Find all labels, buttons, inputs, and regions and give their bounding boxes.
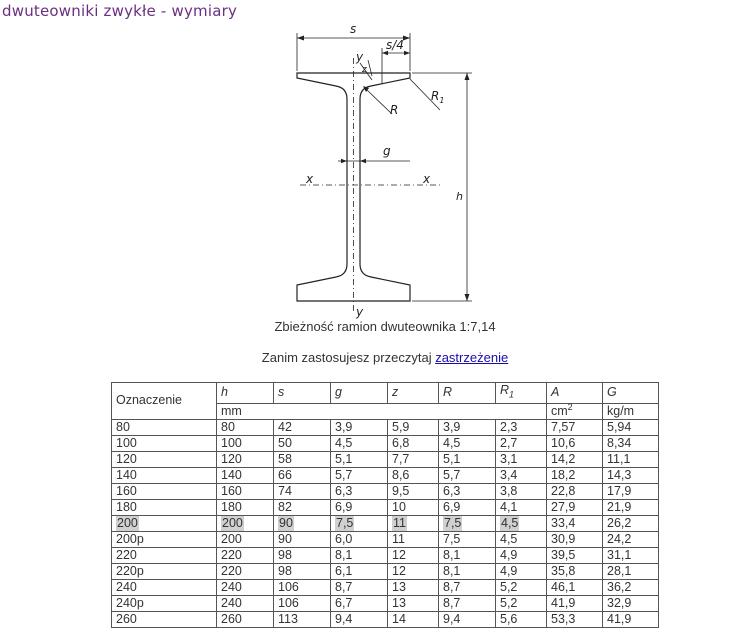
notice-text: Zanim zastosujesz przeczytaj: [261, 350, 436, 365]
header-h: h: [217, 383, 274, 404]
table-cell: 220: [217, 563, 274, 579]
table-cell: 6,3: [439, 483, 496, 499]
y-top-label: y: [356, 50, 364, 64]
table-cell: 180: [112, 499, 217, 515]
table-cell: 10: [388, 499, 439, 515]
i-beam-diagram: [280, 24, 480, 324]
table-cell: 6,8: [388, 435, 439, 451]
table-cell: 5,2: [496, 595, 547, 611]
y-bottom-label: y: [356, 305, 364, 319]
table-cell: 8,6: [388, 467, 439, 483]
diagram-caption: Zbieżność ramion dwuteownika 1:7,14: [274, 319, 496, 334]
table-row: [112, 595, 659, 611]
table-cell: 5,9: [388, 419, 439, 435]
disclaimer-link[interactable]: zastrzeżenie: [435, 350, 509, 365]
table-cell: 66: [274, 467, 331, 483]
table-cell: 26,2: [603, 515, 659, 531]
header-oznaczenie: Oznaczenie: [112, 383, 217, 420]
table-cell: [217, 515, 274, 531]
table-cell: 35,8: [547, 563, 603, 579]
table-cell: 8,1: [439, 547, 496, 563]
table-cell: [439, 515, 496, 531]
table-cell: 30,9: [547, 531, 603, 547]
table-cell: 260: [112, 611, 217, 627]
table-cell: 3,4: [496, 467, 547, 483]
table-cell: 3,1: [496, 451, 547, 467]
table-cell: 41,9: [603, 611, 659, 627]
table-row: [112, 451, 659, 467]
table-cell: 160: [112, 483, 217, 499]
table-row: [112, 467, 659, 483]
table-cell: 4,5: [331, 435, 388, 451]
table-cell: 36,2: [603, 579, 659, 595]
table-cell: 180: [217, 499, 274, 515]
table-cell: 4,5: [439, 435, 496, 451]
table-body: [112, 419, 659, 627]
table-cell: 11: [388, 531, 439, 547]
table-cell: 14: [388, 611, 439, 627]
table-cell: 31,1: [603, 547, 659, 563]
table-cell: 33,4: [547, 515, 603, 531]
table-cell: 240: [217, 579, 274, 595]
table-cell: 106: [274, 579, 331, 595]
table-cell: 7,7: [388, 451, 439, 467]
table-header-row: [112, 383, 659, 404]
table-cell: 17,9: [603, 483, 659, 499]
table-cell: 4,1: [496, 499, 547, 515]
header-g-mass: G: [603, 383, 659, 404]
table-cell: 5,7: [331, 467, 388, 483]
table-row: [112, 563, 659, 579]
table-cell: 6,3: [331, 483, 388, 499]
table-cell: 6,9: [331, 499, 388, 515]
table-cell: 5,2: [496, 579, 547, 595]
table-cell: 39,5: [547, 547, 603, 563]
table-cell: 140: [112, 467, 217, 483]
table-cell: 5,1: [331, 451, 388, 467]
highlighted-value: 200: [117, 515, 138, 530]
table-cell: 13: [388, 595, 439, 611]
header-g: g: [331, 383, 388, 404]
table-cell: 4,9: [496, 547, 547, 563]
table-cell: 98: [274, 563, 331, 579]
table-cell: [496, 515, 547, 531]
table-cell: 5,1: [439, 451, 496, 467]
table-cell: 6,1: [331, 563, 388, 579]
table-cell: 4,9: [496, 563, 547, 579]
table-cell: 113: [274, 611, 331, 627]
table-cell: 46,1: [547, 579, 603, 595]
table-row: [112, 419, 659, 435]
table-row: [112, 435, 659, 451]
table-cell: 9,5: [388, 483, 439, 499]
table-cell: 2,3: [496, 419, 547, 435]
table-cell: 8,7: [439, 595, 496, 611]
table-row: [112, 483, 659, 499]
table-cell: 13: [388, 579, 439, 595]
table-row: [112, 579, 659, 595]
table-cell: 240p: [112, 595, 217, 611]
table-cell: 6,7: [331, 595, 388, 611]
table-cell: 5,7: [439, 467, 496, 483]
header-r1: $R_1$: [496, 383, 547, 404]
r-leader-line: [366, 89, 392, 114]
r1-label: $R_1$: [431, 89, 445, 105]
table-cell: 200: [217, 531, 274, 547]
table-cell: 220p: [112, 563, 217, 579]
table-cell: 12: [388, 563, 439, 579]
unit-kgm: kg/m: [603, 403, 659, 419]
table-cell: 120: [217, 451, 274, 467]
table-cell: 6,0: [331, 531, 388, 547]
table-cell: 260: [217, 611, 274, 627]
table-cell: 120: [112, 451, 217, 467]
table-cell: 11,1: [603, 451, 659, 467]
table-cell: 5,6: [496, 611, 547, 627]
x-left-label: x: [306, 172, 314, 186]
highlighted-value: 7,5: [336, 515, 354, 530]
table-cell: 82: [274, 499, 331, 515]
table-cell: [112, 515, 217, 531]
table-cell: 24,2: [603, 531, 659, 547]
header-s: s: [274, 383, 331, 404]
table-cell: 160: [217, 483, 274, 499]
highlighted-value: 90: [279, 515, 293, 530]
table-cell: 42: [274, 419, 331, 435]
s-label: s: [350, 24, 357, 36]
table-cell: [388, 515, 439, 531]
table-cell: 220: [112, 547, 217, 563]
r-label: R: [390, 103, 399, 117]
x-right-label: x: [423, 172, 431, 186]
header-r: R: [439, 383, 496, 404]
table-cell: 10,6: [547, 435, 603, 451]
h-label: h: [456, 190, 463, 203]
table-cell: 8,1: [439, 563, 496, 579]
table-cell: 18,2: [547, 467, 603, 483]
table-row: [112, 611, 659, 627]
table-cell: 74: [274, 483, 331, 499]
table-cell: 80: [112, 419, 217, 435]
highlighted-value: 11: [393, 515, 406, 530]
table-cell: 32,9: [603, 595, 659, 611]
table-cell: 240: [217, 595, 274, 611]
table-cell: 8,34: [603, 435, 659, 451]
s4-label: s/4: [386, 38, 404, 52]
table-cell: 9,4: [331, 611, 388, 627]
table-cell: 12: [388, 547, 439, 563]
table-cell: 7,5: [439, 531, 496, 547]
table-cell: 4,5: [496, 531, 547, 547]
z-label: z: [362, 65, 367, 75]
table-cell: 98: [274, 547, 331, 563]
table-cell: 14,3: [603, 467, 659, 483]
dimensions-table: [111, 382, 659, 628]
table-cell: 200p: [112, 531, 217, 547]
table-row: [112, 547, 659, 563]
table-cell: [331, 515, 388, 531]
table-row: [112, 531, 659, 547]
page-title: dwuteowniki zwykłe - wymiary: [2, 2, 238, 20]
table-cell: 8,7: [439, 579, 496, 595]
table-cell: 2,7: [496, 435, 547, 451]
table-cell: 22,8: [547, 483, 603, 499]
table-cell: 100: [217, 435, 274, 451]
highlighted-value: 200: [222, 515, 243, 530]
table-cell: 53,3: [547, 611, 603, 627]
unit-cm2: $cm^2$: [547, 403, 603, 419]
table-cell: 106: [274, 595, 331, 611]
table-cell: 28,1: [603, 563, 659, 579]
table-cell: 80: [217, 419, 274, 435]
table-cell: 14,2: [547, 451, 603, 467]
table-cell: 220: [217, 547, 274, 563]
highlighted-value: 4,5: [501, 515, 519, 530]
table-cell: 27,9: [547, 499, 603, 515]
table-cell: 3,9: [439, 419, 496, 435]
table-cell: 8,1: [331, 547, 388, 563]
table-cell: 100: [112, 435, 217, 451]
table-cell: 50: [274, 435, 331, 451]
g-label: g: [383, 144, 391, 158]
table-cell: 90: [274, 531, 331, 547]
table-cell: 58: [274, 451, 331, 467]
table-cell: 41,9: [547, 595, 603, 611]
header-a: A: [547, 383, 603, 404]
disclaimer-notice: [0, 350, 748, 365]
table-row: [112, 515, 659, 531]
highlighted-value: 7,5: [444, 515, 462, 530]
table-cell: 7,57: [547, 419, 603, 435]
table-cell: [274, 515, 331, 531]
table-cell: 240: [112, 579, 217, 595]
header-z: z: [388, 383, 439, 404]
table-row: [112, 499, 659, 515]
table-cell: 9,4: [439, 611, 496, 627]
table-cell: 3,9: [331, 419, 388, 435]
table-cell: 5,94: [603, 419, 659, 435]
table-cell: 3,8: [496, 483, 547, 499]
table-cell: 8,7: [331, 579, 388, 595]
table-cell: 21,9: [603, 499, 659, 515]
unit-mm: mm: [217, 403, 547, 419]
table-cell: 140: [217, 467, 274, 483]
table-cell: 6,9: [439, 499, 496, 515]
